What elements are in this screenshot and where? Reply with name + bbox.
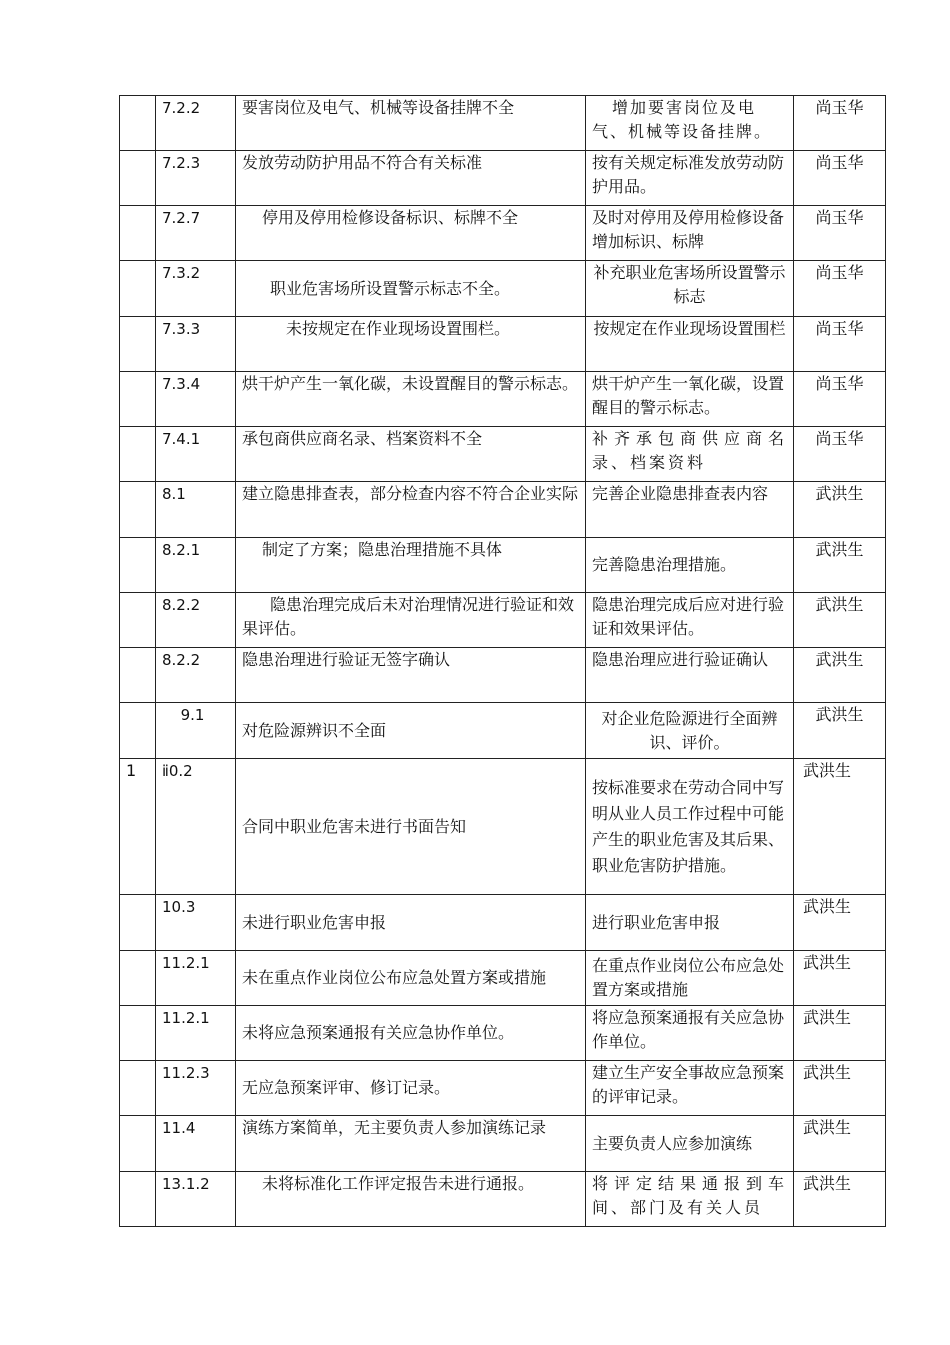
table-row <box>120 317 886 372</box>
table-row <box>120 1116 886 1172</box>
table-row <box>120 1006 886 1061</box>
table-row <box>120 151 886 206</box>
owner-name: 尚玉华 <box>794 427 886 482</box>
fix-text: 按标准要求在劳动合同中写明从业人员工作过程中可能产生的职业危害及其后果、职业危害防护措施。 <box>586 759 794 895</box>
issue-text: 制定了方案；隐患治理措施不具体 <box>236 538 586 593</box>
row-index <box>120 593 156 648</box>
clause-code: 10.3 <box>156 895 236 951</box>
row-index <box>120 372 156 427</box>
clause-code: 8.2.2 <box>156 593 236 648</box>
clause-code: 8.2.2 <box>156 648 236 703</box>
owner-name: 武洪生 <box>794 703 886 759</box>
table-row <box>120 427 886 482</box>
table-row <box>120 482 886 538</box>
row-index <box>120 1116 156 1172</box>
fix-text: 主要负责人应参加演练 <box>586 1116 794 1172</box>
clause-code: 8.2.1 <box>156 538 236 593</box>
issue-text: 合同中职业危害未进行书面告知 <box>236 759 586 895</box>
row-index <box>120 482 156 538</box>
row-index <box>120 538 156 593</box>
fix-text: 按有关规定标准发放劳动防护用品。 <box>586 151 794 206</box>
fix-text: 补充职业危害场所设置警示标志 <box>586 261 794 317</box>
clause-code: 11.2.3 <box>156 1061 236 1116</box>
owner-name: 尚玉华 <box>794 372 886 427</box>
clause-code: 11.4 <box>156 1116 236 1172</box>
issue-text: 未将应急预案通报有关应急协作单位。 <box>236 1006 586 1061</box>
issue-text: 发放劳动防护用品不符合有关标准 <box>236 151 586 206</box>
table-row <box>120 648 886 703</box>
table-row <box>120 895 886 951</box>
issue-text: 职业危害场所设置警示标志不全。 <box>236 261 586 317</box>
issue-text: 隐患治理进行验证无签字确认 <box>236 648 586 703</box>
clause-code: 7.3.3 <box>156 317 236 372</box>
clause-code: 7.2.2 <box>156 96 236 151</box>
owner-name: 武洪生 <box>794 648 886 703</box>
rectification-table <box>119 95 886 1227</box>
issue-text: 要害岗位及电气、机械等设备挂牌不全 <box>236 96 586 151</box>
table-row <box>120 1172 886 1227</box>
clause-code: 8.1 <box>156 482 236 538</box>
issue-text: 未按规定在作业现场设置围栏。 <box>236 317 586 372</box>
issue-text: 未将标准化工作评定报告未进行通报。 <box>236 1172 586 1227</box>
owner-name: 尚玉华 <box>794 151 886 206</box>
issue-text: 演练方案简单，无主要负责人参加演练记录 <box>236 1116 586 1172</box>
issue-text: 停用及停用检修设备标识、标牌不全 <box>236 206 586 261</box>
row-index <box>120 1172 156 1227</box>
owner-name: 武洪生 <box>794 482 886 538</box>
owner-name: 尚玉华 <box>794 96 886 151</box>
clause-code: ⅱ0.2 <box>156 759 236 895</box>
clause-code: 11.2.1 <box>156 951 236 1006</box>
owner-name: 武洪生 <box>794 1116 886 1172</box>
fix-text: 补齐承包商供应商名录、档案资料 <box>586 427 794 482</box>
fix-text: 隐患治理应进行验证确认 <box>586 648 794 703</box>
issue-text: 无应急预案评审、修订记录。 <box>236 1061 586 1116</box>
table-row <box>120 372 886 427</box>
table-row <box>120 206 886 261</box>
owner-name: 武洪生 <box>794 538 886 593</box>
fix-text: 烘干炉产生一氧化碳，设置醒目的警示标志。 <box>586 372 794 427</box>
fix-text: 建立生产安全事故应急预案的评审记录。 <box>586 1061 794 1116</box>
row-index <box>120 151 156 206</box>
owner-name: 武洪生 <box>794 1172 886 1227</box>
owner-name: 武洪生 <box>794 593 886 648</box>
owner-name: 武洪生 <box>794 759 886 895</box>
row-index <box>120 261 156 317</box>
owner-name: 武洪生 <box>794 1061 886 1116</box>
owner-name: 武洪生 <box>794 1006 886 1061</box>
clause-code: 11.2.1 <box>156 1006 236 1061</box>
table-row <box>120 261 886 317</box>
table-row <box>120 1061 886 1116</box>
owner-name: 尚玉华 <box>794 206 886 261</box>
row-index: 1 <box>120 759 156 895</box>
fix-text: 及时对停用及停用检修设备增加标识、标牌 <box>586 206 794 261</box>
row-index <box>120 96 156 151</box>
row-index <box>120 317 156 372</box>
table-row <box>120 951 886 1006</box>
row-index <box>120 703 156 759</box>
fix-text: 增加要害岗位及电气、机械等设备挂牌。 <box>586 96 794 151</box>
fix-text: 完善隐患治理措施。 <box>586 538 794 593</box>
issue-text: 未在重点作业岗位公布应急处置方案或措施 <box>236 951 586 1006</box>
issue-text: 建立隐患排查表，部分检查内容不符合企业实际 <box>236 482 586 538</box>
owner-name: 武洪生 <box>794 951 886 1006</box>
fix-text: 将评定结果通报到车间、部门及有关人员 <box>586 1172 794 1227</box>
clause-code: 9.1 <box>156 703 236 759</box>
row-index <box>120 895 156 951</box>
clause-code: 7.4.1 <box>156 427 236 482</box>
owner-name: 武洪生 <box>794 895 886 951</box>
row-index <box>120 951 156 1006</box>
row-index <box>120 1006 156 1061</box>
table-row <box>120 96 886 151</box>
fix-text: 将应急预案通报有关应急协作单位。 <box>586 1006 794 1061</box>
clause-code: 7.2.3 <box>156 151 236 206</box>
issue-text: 承包商供应商名录、档案资料不全 <box>236 427 586 482</box>
row-index <box>120 648 156 703</box>
issue-text: 对危险源辨识不全面 <box>236 703 586 759</box>
table-row <box>120 593 886 648</box>
issue-text: 未进行职业危害申报 <box>236 895 586 951</box>
clause-code: 13.1.2 <box>156 1172 236 1227</box>
issue-text: 隐患治理完成后未对治理情况进行验证和效果评估。 <box>236 593 586 648</box>
fix-text: 隐患治理完成后应对进行验证和效果评估。 <box>586 593 794 648</box>
fix-text: 进行职业危害申报 <box>586 895 794 951</box>
table-row <box>120 703 886 759</box>
owner-name: 尚玉华 <box>794 317 886 372</box>
fix-text: 完善企业隐患排查表内容 <box>586 482 794 538</box>
fix-text: 按规定在作业现场设置围栏 <box>586 317 794 372</box>
table-row <box>120 759 886 895</box>
clause-code: 7.3.2 <box>156 261 236 317</box>
row-index <box>120 206 156 261</box>
owner-name: 尚玉华 <box>794 261 886 317</box>
clause-code: 7.3.4 <box>156 372 236 427</box>
fix-text: 在重点作业岗位公布应急处置方案或措施 <box>586 951 794 1006</box>
row-index <box>120 1061 156 1116</box>
table-row <box>120 538 886 593</box>
clause-code: 7.2.7 <box>156 206 236 261</box>
issue-text: 烘干炉产生一氧化碳，未设置醒目的警示标志。 <box>236 372 586 427</box>
row-index <box>120 427 156 482</box>
fix-text: 对企业危险源进行全面辨识、评价。 <box>586 703 794 759</box>
